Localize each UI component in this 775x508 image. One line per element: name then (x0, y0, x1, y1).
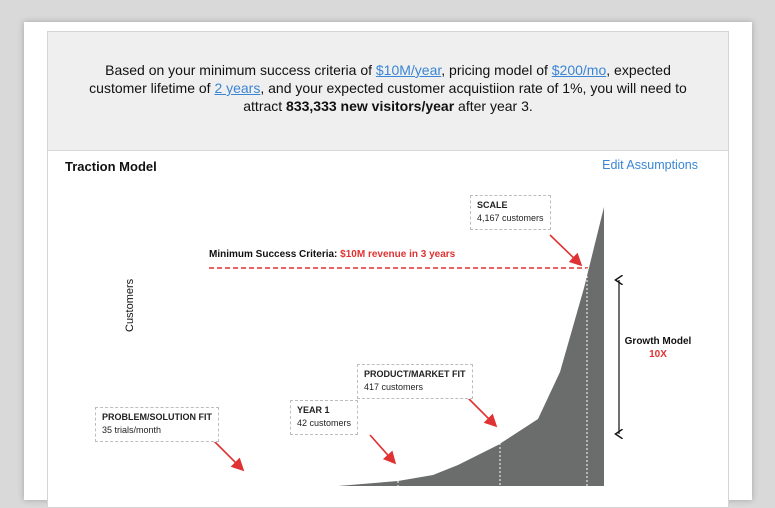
callout-title: PRODUCT/MARKET FIT (364, 369, 466, 379)
visitors-needed: 833,333 new visitors/year (286, 98, 455, 114)
callout-product-market-fit (357, 364, 473, 399)
pmf-arrow (466, 396, 495, 425)
callout-scale (470, 195, 551, 230)
psfit-arrow (213, 440, 242, 469)
growth-label: Growth Model (624, 336, 692, 347)
section-title: Traction Model (65, 159, 157, 174)
callout-year-1 (290, 400, 358, 435)
callout-title: PROBLEM/SOLUTION FIT (102, 412, 212, 422)
summary-text-part: Based on your minimum success criteria of (105, 62, 376, 78)
y-axis-label: Customers (124, 278, 136, 332)
minimum-success-label (209, 249, 455, 260)
customer-lifetime-link[interactable]: 2 years (214, 80, 261, 96)
traction-panel (47, 31, 729, 508)
page-container (24, 22, 752, 500)
summary-text-part: , and your expected customer acquistiion rate of 1%, you will need to attract (243, 80, 687, 114)
summary-text-part: after year 3. (454, 98, 533, 114)
summary-text-part: , pricing model of (441, 62, 552, 78)
threshold-label: Minimum Success Criteria: (209, 249, 341, 260)
callout-title: YEAR 1 (297, 405, 330, 415)
callout-title: SCALE (477, 200, 508, 210)
growth-model-label (624, 335, 692, 361)
callout-problem-solution-fit (95, 407, 219, 442)
scale-arrow (550, 235, 580, 264)
summary-text-part: , expected customer lifetime of (89, 62, 671, 96)
callout-value: 42 customers (297, 418, 352, 428)
growth-value: 10X (649, 349, 667, 360)
callout-value: 417 customers (364, 382, 424, 392)
pricing-model-link[interactable]: $200/mo (551, 62, 607, 78)
callout-value: 35 trials/month (102, 425, 162, 435)
success-criteria-link[interactable]: $10M/year (375, 62, 442, 78)
threshold-value: $10M revenue in 3 years (340, 249, 456, 260)
year1-arrow (370, 435, 394, 462)
edit-assumptions-link[interactable]: Edit Assumptions (602, 158, 698, 172)
callout-value: 4,167 customers (477, 213, 544, 223)
